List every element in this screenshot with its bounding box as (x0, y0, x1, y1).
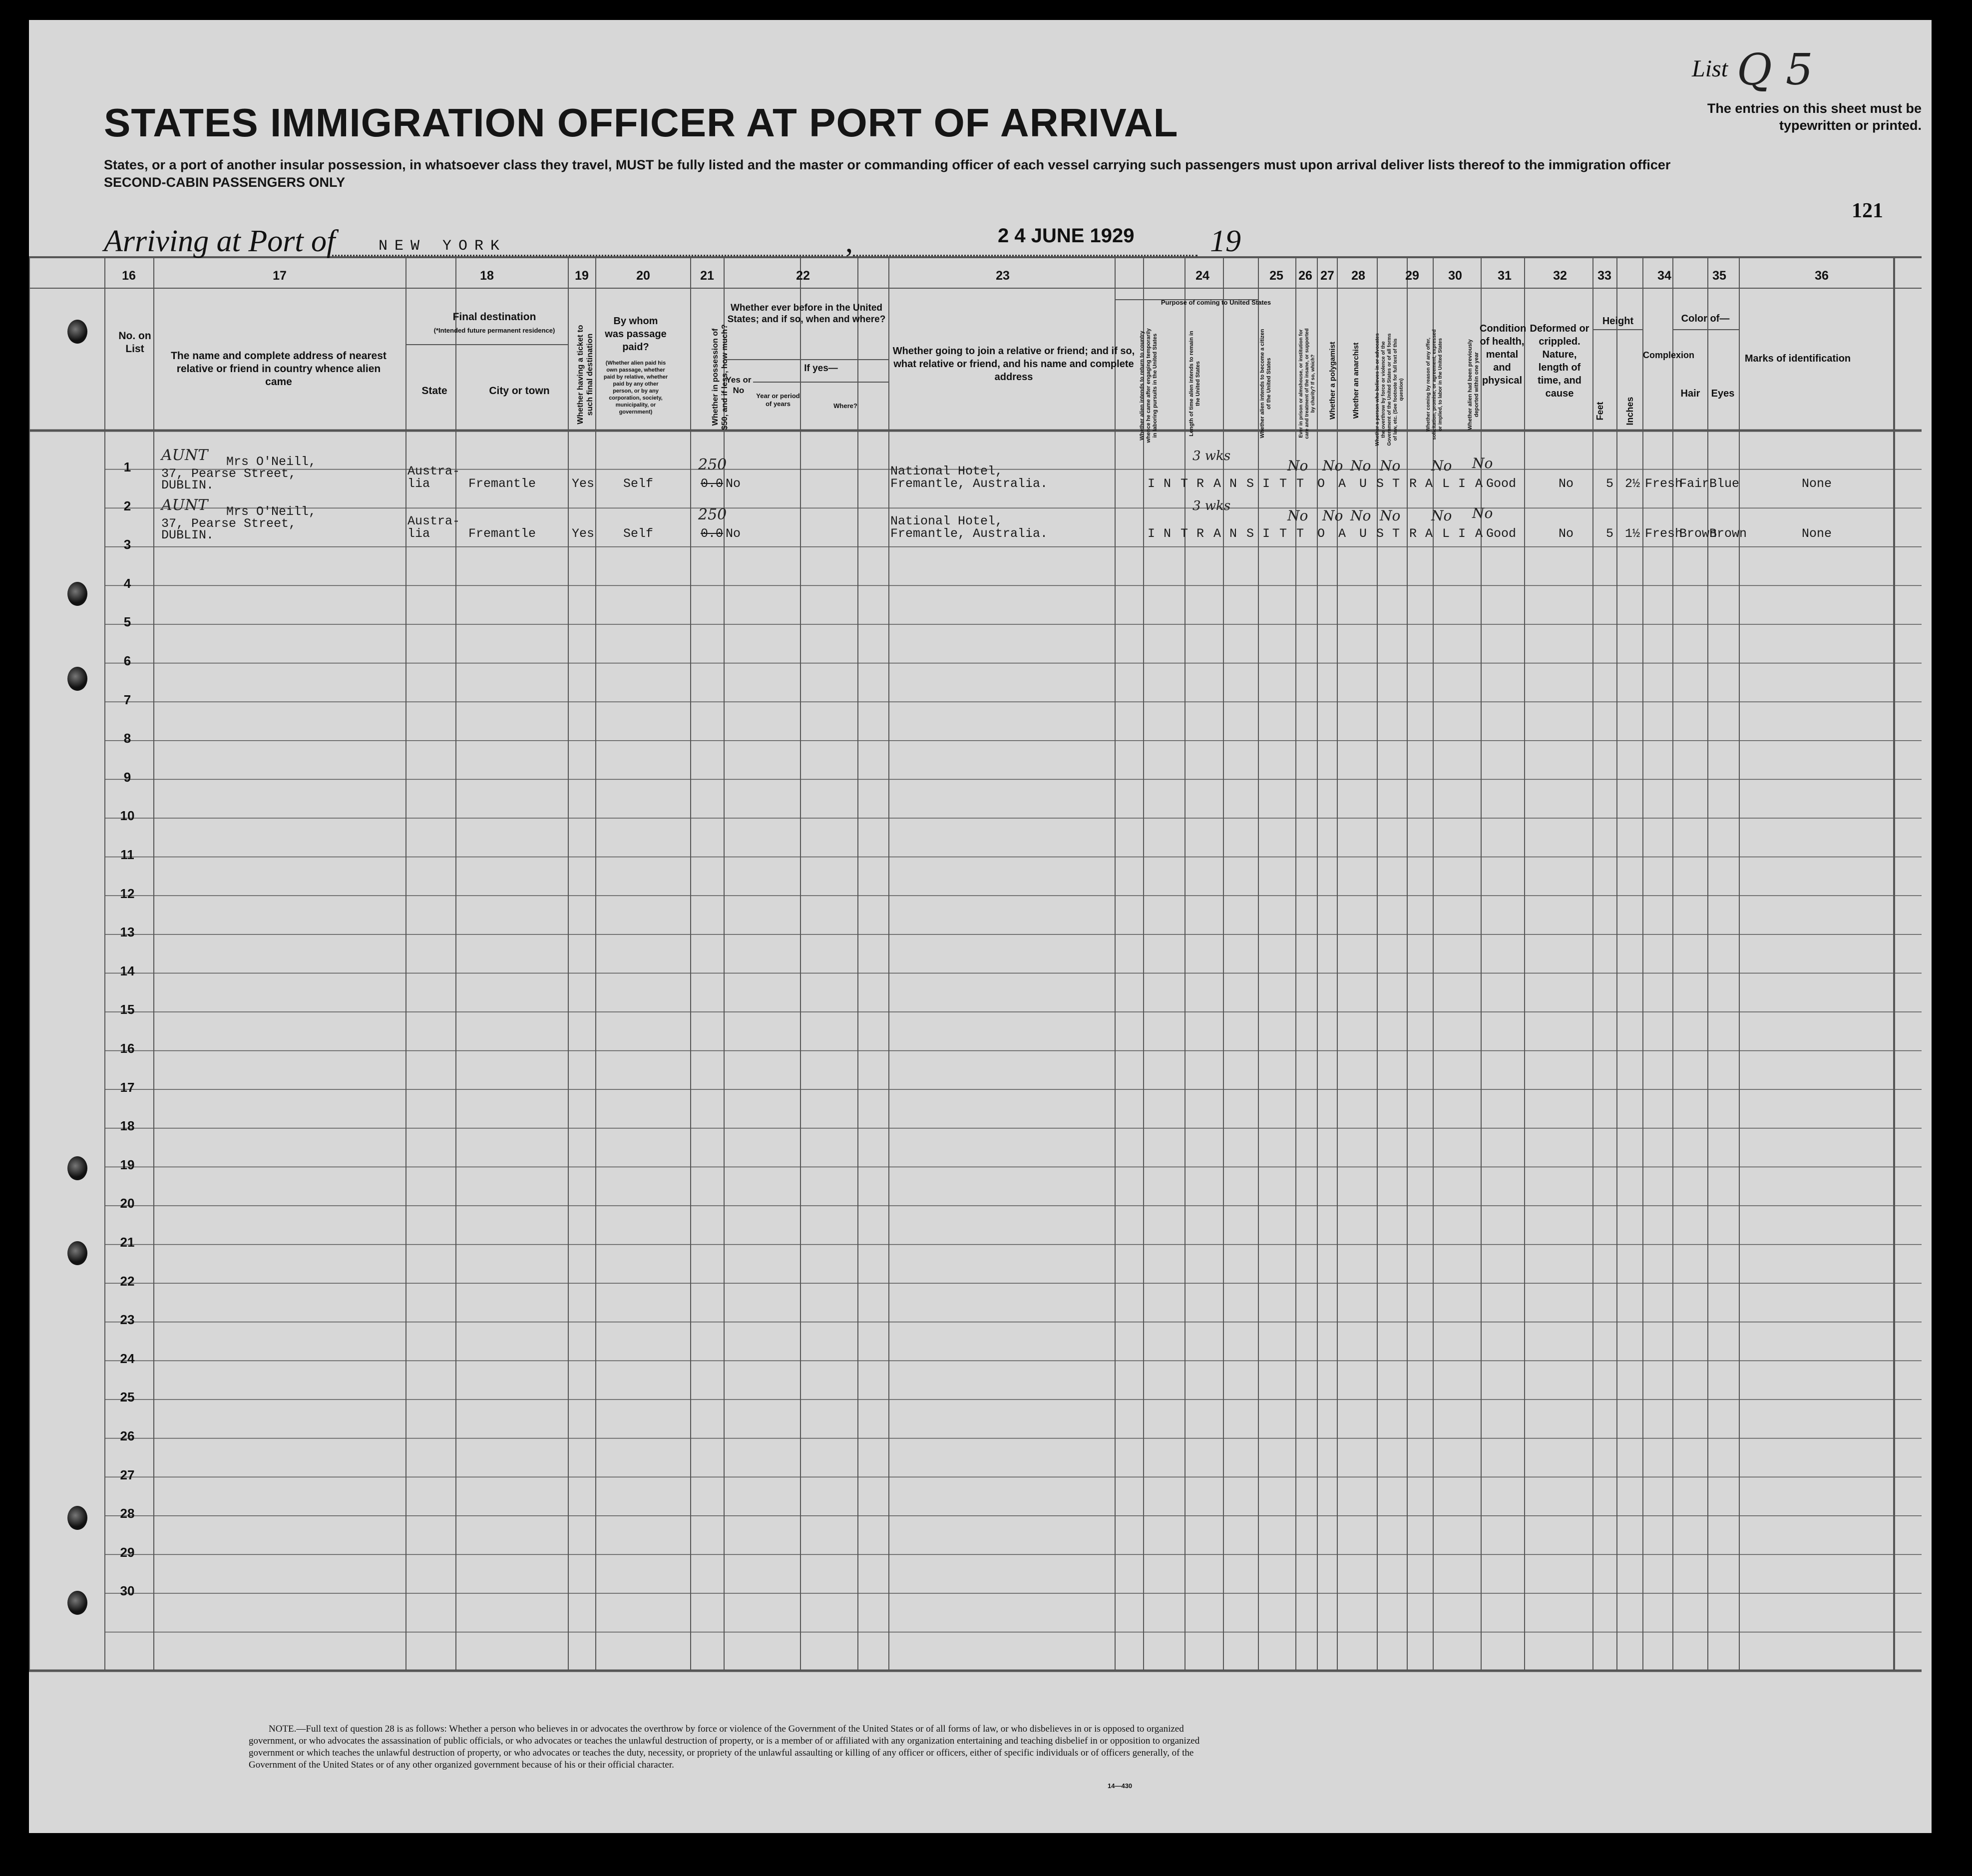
relative-city: DUBLIN. (161, 478, 214, 492)
transit-letter: R (1409, 526, 1417, 541)
list-label: List (1692, 55, 1728, 82)
row-number: 20 (120, 1196, 135, 1211)
row-number: 27 (120, 1467, 135, 1482)
money-typed: 0.0 (701, 526, 724, 541)
header-col25: Ever in prison or almshouse, or institution for care and treatment of the insane, or supported by charity? If so, which? (1298, 328, 1316, 439)
transit-letter: T (1296, 476, 1304, 491)
column-number: 26 (1298, 269, 1312, 283)
row-number: 28 (120, 1506, 135, 1521)
row-number: 29 (120, 1544, 135, 1560)
punch-hole (67, 667, 87, 691)
date-dotted-line (853, 255, 1197, 256)
transit-letter: I (1148, 526, 1156, 541)
relation-handwritten: AUNT (161, 496, 208, 514)
punch-hole (67, 320, 87, 344)
column-number: 21 (700, 269, 714, 283)
destination-state-cont: lia (407, 476, 430, 491)
transit-letter: S (1246, 476, 1254, 491)
header-health: Condition of health, mental and physical (1480, 323, 1527, 386)
transit-letter: L (1442, 526, 1450, 541)
transit-letter: I (1458, 526, 1466, 541)
transit-letter: R (1409, 476, 1417, 491)
identification-marks: None (1802, 526, 1832, 541)
transit-letter: R (1196, 526, 1204, 541)
header-money: Whether in possession of $50, and if less, how much? (711, 324, 729, 430)
transit-letter: A (1213, 476, 1221, 491)
before-in-us: No (726, 476, 741, 491)
transit-letter: T (1392, 526, 1400, 541)
q27-answer: No (1350, 507, 1371, 524)
destination-city: Fremantle (468, 476, 536, 491)
column-number: 18 (480, 269, 494, 283)
row-number: 23 (120, 1312, 135, 1328)
transit-letter: T (1392, 476, 1400, 491)
relative-city: DUBLIN. (161, 528, 214, 542)
health-condition: Good (1486, 476, 1517, 491)
transit-letter: A (1338, 476, 1346, 491)
joining-line-1: National Hotel, (890, 464, 1003, 478)
typewritten-notice: The entries on this sheet must be typewritten or printed. (1707, 101, 1922, 133)
header-purpose-c: Whether alien intends to become a citizen of the United States (1259, 329, 1272, 439)
column-number: 20 (636, 269, 650, 283)
money-handwritten: 250 (698, 456, 727, 473)
destination-state: Austra- (407, 464, 460, 478)
transit-letter: T (1279, 476, 1287, 491)
header-eyes: Eyes (1711, 388, 1735, 399)
column-number: 16 (122, 269, 136, 283)
header-if-yes: If yes— (804, 363, 838, 374)
transit-letter: N (1164, 476, 1172, 491)
q27-answer: No (1350, 458, 1371, 474)
height-inches: 1½ (1625, 526, 1640, 541)
transit-letter: N (1164, 526, 1172, 541)
header-color-of: Color of— (1681, 313, 1730, 324)
row-number: 15 (120, 1002, 135, 1017)
deformed-status: No (1559, 476, 1574, 491)
transit-letter: T (1181, 476, 1188, 491)
punch-hole (67, 1241, 87, 1265)
transit-letter: I (1262, 476, 1270, 491)
q28-answer: No (1380, 458, 1401, 474)
row-number: 26 (120, 1428, 135, 1443)
joining-line-2: Fremantle, Australia. (890, 476, 1048, 491)
length-of-stay: 3 wks (1192, 449, 1231, 464)
header-state: State (421, 385, 447, 397)
row-number: 5 (123, 614, 131, 630)
q26-answer: No (1322, 507, 1343, 524)
punch-hole (67, 1591, 87, 1615)
header-purpose-b: Length of time alien intends to remain in the United States (1188, 331, 1201, 437)
ticket-status: Yes (572, 476, 595, 491)
instructions-line: States, or a port of another insular possession, in whatsoever class they travel, MUST be fully listed and the master or commanding officer of each vessel carrying such passengers must upon arrival deliver lists thereof to the immigration officer (104, 157, 1671, 172)
before-in-us: No (726, 526, 741, 541)
header-feet: Feet (1595, 402, 1605, 421)
row-number: 6 (123, 653, 131, 668)
year-label: 19 (1210, 224, 1241, 258)
relative-street: 37, Pearse Street, (161, 516, 297, 531)
column-number: 36 (1815, 269, 1829, 283)
money-typed: 0.0 (701, 476, 724, 491)
column-number: 31 (1498, 269, 1512, 283)
punch-hole (67, 1506, 87, 1530)
passage-paid-by: Self (623, 526, 654, 541)
header-ticket: Whether having a ticket to such final destination (576, 325, 594, 425)
transit-letter: T (1279, 526, 1287, 541)
relative-name: Mrs O'Neill, (226, 455, 317, 469)
transit-letter: T (1296, 526, 1304, 541)
transit-letter: U (1359, 476, 1367, 491)
header-year-period: Year or period of years (756, 392, 800, 408)
transit-letter: I (1148, 476, 1156, 491)
height-feet: 5 (1606, 526, 1614, 541)
column-number: 25 (1269, 269, 1283, 283)
form-number: 14—430 (1108, 1782, 1133, 1790)
row-number: 21 (120, 1235, 135, 1250)
column-number: 24 (1195, 269, 1209, 283)
eye-color: Brown (1709, 526, 1747, 541)
column-number: 30 (1448, 269, 1462, 283)
column-number: 17 (273, 269, 287, 283)
height-inches: 2½ (1625, 476, 1640, 491)
deformed-status: No (1559, 526, 1574, 541)
column-number: 29 (1405, 269, 1419, 283)
header-inches: Inches (1625, 397, 1635, 426)
complexion-value: Fresh (1645, 526, 1683, 541)
row-number: 22 (120, 1273, 135, 1289)
row-number: 25 (120, 1390, 135, 1405)
arriving-label: Arriving at Port of (104, 224, 336, 258)
transit-letter: L (1442, 476, 1450, 491)
transit-letter: A (1425, 526, 1433, 541)
transit-letter: I (1458, 476, 1466, 491)
header-col27: Whether an anarchist (1352, 342, 1360, 419)
row-number: 18 (120, 1118, 135, 1134)
complexion-value: Fresh (1645, 476, 1683, 491)
row-number: 11 (120, 847, 134, 862)
transit-letter: S (1246, 526, 1254, 541)
header-joining: Whether going to join a relative or friend; and if so, what relative or friend, and his name and complete address (892, 346, 1135, 383)
column-number: 34 (1657, 269, 1671, 283)
q30-answer: No (1472, 455, 1493, 471)
footnote: NOTE.—Full text of question 28 is as follows: Whether a person who believes in or advocates the overthrow by force or violence of the Government of the United States or of all forms of law, or who disbelieves in or is opposed to organized government, or who advocates the assassination of public officials, or who advocates or teaches the unlawful destruction of property, or is a member of or affiliated with any organization entertaining and teaching disbelief in or opposition to organized government or which teaches the unlawful destruction of property, or who advocates or teaches the duty, necessity, or propriety of the unlawful assaulting or killing of any officer or officers, either of specific individuals or of officers generally, of the Government of the United States or of any other organized government because of his or their official character. (249, 1724, 1200, 1770)
transit-letter: A (1425, 476, 1433, 491)
header-final-destination-note: (*Intended future permanent residence) (433, 327, 555, 334)
q25-answer: No (1287, 458, 1308, 474)
transit-letter: N (1229, 476, 1237, 491)
port-of-arrival: NEW YORK (379, 238, 507, 255)
transit-letter: O (1317, 476, 1325, 491)
hair-color: Brown (1679, 526, 1717, 541)
punch-hole (67, 582, 87, 606)
header-col26: Whether a polygamist (1328, 342, 1337, 420)
header-purpose: Purpose of coming to United States (1161, 299, 1271, 306)
header-height: Height (1602, 316, 1634, 327)
punch-hole (67, 1156, 87, 1180)
transit-letter: A (1338, 526, 1346, 541)
q28-answer: No (1380, 507, 1401, 524)
relative-street: 37, Pearse Street, (161, 467, 297, 481)
q26-answer: No (1322, 458, 1343, 474)
list-number: Q 5 (1737, 45, 1813, 95)
health-condition: Good (1486, 526, 1517, 541)
header-where: Where? (833, 402, 857, 410)
header-passage-paid: By whom was passage paid? (605, 316, 667, 353)
column-number: 28 (1351, 269, 1365, 283)
passage-paid-by: Self (623, 476, 654, 491)
manifest-sheet (29, 20, 1932, 1833)
transit-letter: A (1475, 476, 1483, 491)
column-number: 33 (1597, 269, 1611, 283)
header-yes-or-no: Yes or No (726, 375, 752, 395)
page-number: 121 (1852, 199, 1883, 222)
header-passage-paid-note: (Whether alien paid his own passage, whether paid by relative, whether paid by any other person, or by any corporation, society, municipality, or government) (603, 360, 668, 415)
row-number: 17 (120, 1079, 135, 1095)
cabin-class-line: SECOND-CABIN PASSENGERS ONLY (104, 175, 346, 190)
header-before-in-us: Whether ever before in the United States; and if so, when and where? (727, 303, 886, 325)
header-marks: Marks of identification (1744, 353, 1851, 364)
header-final-destination: Final destination (452, 311, 536, 323)
destination-state: Austra- (407, 514, 460, 528)
header-col30: Whether alien had been previously deported within one year (1467, 339, 1480, 430)
header-relative-home: The name and complete address of nearest relative or friend in country whence alien came (171, 350, 387, 388)
row-number: 24 (120, 1351, 135, 1366)
hair-color: Fair (1679, 476, 1710, 491)
relation-handwritten: AUNT (161, 447, 208, 464)
transit-letter: S (1376, 526, 1384, 541)
q25-answer: No (1287, 507, 1308, 524)
port-dotted-line (329, 255, 843, 256)
header-deformed: Deformed or crippled. Nature, length of time, and cause (1530, 323, 1589, 399)
row-number: 1 (123, 460, 131, 474)
joining-line-1: National Hotel, (890, 514, 1003, 528)
table-grid (29, 20, 1932, 1833)
column-number: 32 (1553, 269, 1567, 283)
height-feet: 5 (1606, 476, 1614, 491)
relative-name: Mrs O'Neill, (226, 504, 317, 519)
column-number: 27 (1320, 269, 1334, 283)
row-number: 30 (120, 1583, 135, 1599)
row-number: 13 (120, 925, 135, 940)
transit-letter: R (1196, 476, 1204, 491)
row-number: 19 (120, 1157, 135, 1172)
column-number: 35 (1712, 269, 1726, 283)
row-number: 3 (123, 537, 131, 552)
transit-letter: T (1181, 526, 1188, 541)
comma-separator: , (845, 225, 853, 258)
destination-city: Fremantle (468, 526, 536, 541)
transit-letter: A (1475, 526, 1483, 541)
row-number: 4 (123, 575, 131, 591)
header-no-on-list: No. on List (118, 330, 151, 355)
column-number: 23 (996, 269, 1010, 283)
destination-state-cont: lia (407, 526, 430, 541)
q29-answer: No (1431, 507, 1452, 524)
transit-letter: O (1317, 526, 1325, 541)
q30-answer: No (1472, 505, 1493, 521)
eye-color: Blue (1709, 476, 1740, 491)
length-of-stay: 3 wks (1192, 498, 1231, 513)
row-number: 10 (120, 808, 135, 824)
transit-letter: U (1359, 526, 1367, 541)
row-number: 16 (120, 1041, 135, 1056)
row-number: 7 (123, 692, 131, 707)
joining-line-2: Fremantle, Australia. (890, 526, 1048, 541)
transit-letter: N (1229, 526, 1237, 541)
header-purpose-a: Whether alien intends to return to country whence he came after engaging temporarily in laboring pursuits in the United States (1139, 328, 1158, 443)
header-col28: Whether a person who believes in or advocates the overthrow by force or violence of the Government of the United States or of all forms of law, etc. (See footnote for full text of this question) (1375, 333, 1404, 446)
header-complexion: Complexion (1643, 350, 1695, 360)
column-number: 19 (575, 269, 589, 283)
transit-letter: A (1213, 526, 1221, 541)
header-col29: Whether coming by reason of any offer, solicitation, promise, or agreement, expressed or implied, to labor in the United States (1426, 329, 1443, 440)
row-number: 9 (123, 769, 131, 785)
header-hair: Hair (1680, 388, 1700, 399)
transit-letter: I (1262, 526, 1270, 541)
row-number: 2 (123, 498, 131, 513)
transit-letter: S (1376, 476, 1384, 491)
row-number: 14 (120, 963, 135, 978)
q29-answer: No (1431, 458, 1452, 474)
column-number: 22 (796, 269, 810, 283)
row-number: 12 (120, 886, 135, 901)
header-city: City or town (489, 385, 550, 397)
row-number: 8 (123, 731, 131, 746)
page-title: STATES IMMIGRATION OFFICER AT PORT OF ARRIVAL (104, 100, 1179, 145)
identification-marks: None (1802, 476, 1832, 491)
money-handwritten: 250 (698, 506, 727, 523)
ticket-status: Yes (572, 526, 595, 541)
arrival-date-stamp: 2 4 JUNE 1929 (998, 225, 1135, 247)
